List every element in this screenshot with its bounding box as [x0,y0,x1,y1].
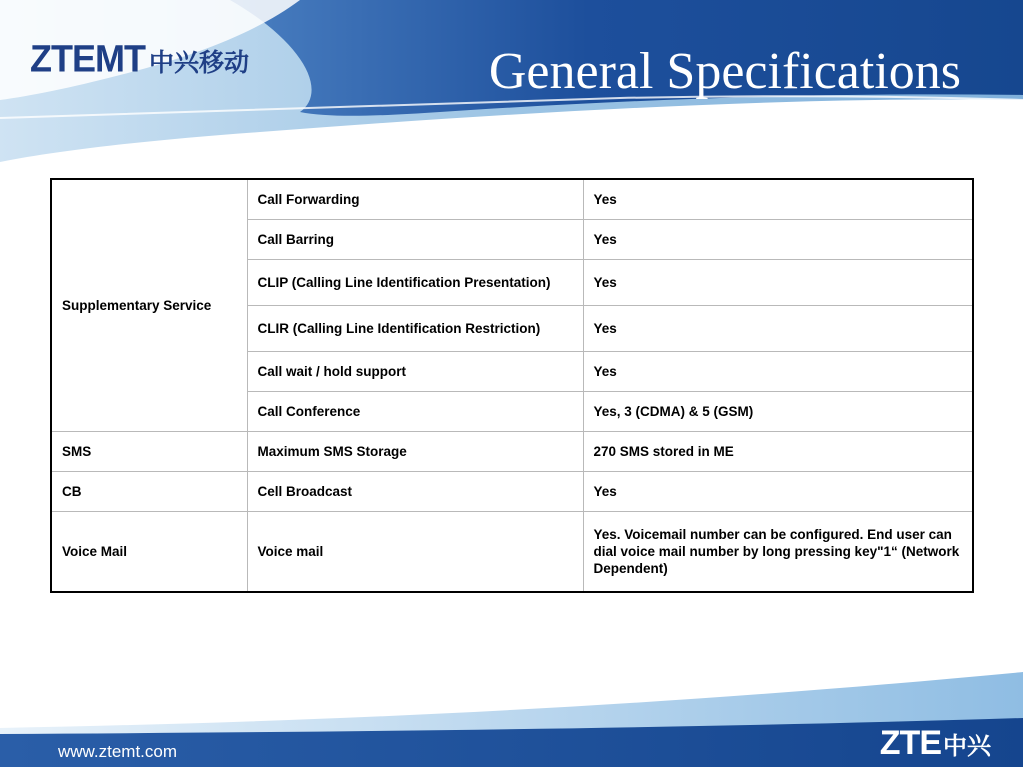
logo-cjk-text: 中兴移动 [148,48,249,77]
value-cell: 270 SMS stored in ME [583,432,973,472]
value-cell: Yes, 3 (CDMA) & 5 (GSM) [583,392,973,432]
feature-cell: Call Forwarding [247,179,583,220]
feature-cell: Call wait / hold support [247,352,583,392]
ztemt-logo [30,38,249,80]
footer-logo-latin: ZTE [879,724,941,762]
table-row [51,512,973,593]
feature-cell: Voice mail [247,512,583,593]
feature-cell: Call Conference [247,392,583,432]
feature-cell: Call Barring [247,220,583,260]
table-row [51,179,973,220]
value-cell: Yes [583,220,973,260]
value-cell: Yes. Voicemail number can be configured. End user can dial voice mail number by long pressing key"1“ (Network Dependent) [583,512,973,593]
logo-latin-text: ZTEMT [30,36,145,80]
value-cell: Yes [583,352,973,392]
table-row [51,432,973,472]
category-cell: Voice Mail [51,512,247,593]
value-cell: Yes [583,472,973,512]
value-cell: Yes [583,260,973,306]
feature-cell: Maximum SMS Storage [247,432,583,472]
page-title: General Specifications [488,43,961,100]
spec-table [50,178,974,593]
category-cell: CB [51,472,247,512]
value-cell: Yes [583,306,973,352]
category-cell: Supplementary Service [51,179,247,432]
value-cell: Yes [583,179,973,220]
zte-logo [880,724,991,763]
footer-logo-cjk: 中兴 [943,732,991,760]
table-row [51,472,973,512]
category-cell: SMS [51,432,247,472]
feature-cell: CLIP (Calling Line Identification Presentation) [247,260,583,306]
feature-cell: Cell Broadcast [247,472,583,512]
feature-cell: CLIR (Calling Line Identification Restriction) [247,306,583,352]
footer-url[interactable]: www.ztemt.com [58,742,178,761]
